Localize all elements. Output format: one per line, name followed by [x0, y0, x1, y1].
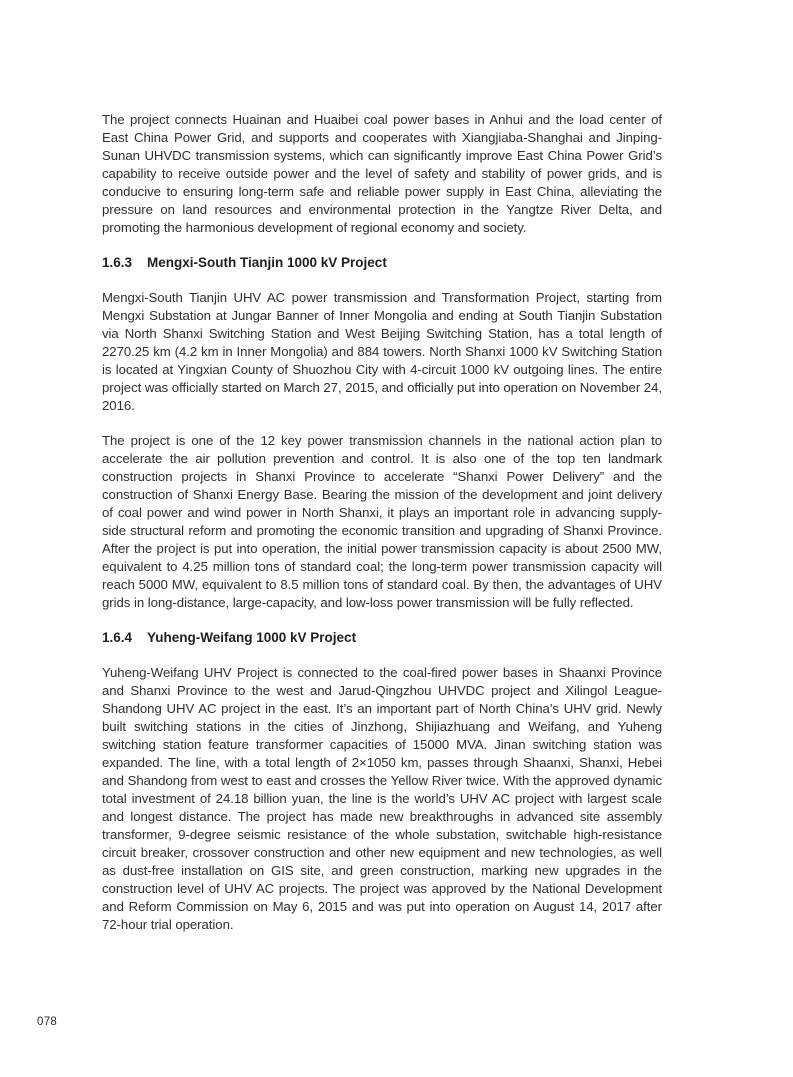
- section-title: Mengxi-South Tianjin 1000 kV Project: [147, 255, 387, 270]
- section-heading-1-6-4: [102, 629, 662, 647]
- body-paragraph: The project is one of the 12 key power transmission channels in the national action plan to accelerate the air pollution prevention and control. It is also one of the top ten landmark construction projects in Shanxi Province to accelerate “Shanxi Power Delivery” and the construction of Shanxi Energy Base. Bearing the mission of the development and joint delivery of coal power and wind power in North Shanxi, it plays an important role in advancing supply-side structural reform and promoting the economic transition and upgrading of Shanxi Province. After the project is put into operation, the initial power transmission capacity is about 2500 MW, equivalent to 4.25 million tons of standard coal; the long-term power transmission capacity will reach 5000 MW, equivalent to 8.5 million tons of standard coal. By then, the advantages of UHV grids in long-distance, large-capacity, and low-loss power transmission will be fully reflected.: [102, 433, 662, 610]
- intro-paragraph: The project connects Huainan and Huaibei coal power bases in Anhui and the load center of East China Power Grid, and supports and cooperates with Xiangjiaba-Shanghai and Jinping-Sunan UHVDC transmission systems, which can significantly improve East China Power Grid’s capability to receive outside power and the level of safety and stability of power grids, and is conducive to ensuring long-term safe and reliable power supply in East China, alleviating the pressure on land resources and environmental protection in the Yangtze River Delta, and promoting the harmonious development of regional economy and society.: [102, 112, 662, 235]
- body-paragraph: Yuheng-Weifang UHV Project is connected to the coal-fired power bases in Shaanxi Province and Shanxi Province to the west and Jarud-Qingzhou UHVDC project and Xilingol League-Shandong UHV AC project in the east. It’s an important part of North China’s UHV grid. Newly built switching stations in the cities of Jinzhong, Shijiazhuang and Weifang, and Yuheng switching station feature transformer capacities of 15000 MVA. Jinan switching station was expanded. The line, with a total length of 2×1050 km, passes through Shaanxi, Shanxi, Hebei and Shandong from west to east and crosses the Yellow River twice. With the approved dynamic total investment of 24.18 billion yuan, the line is the world’s UHV AC project with largest scale and longest distance. The project has made new breakthroughs in advanced site assembly transformer, 9-degree seismic resistance of the whole substation, switchable high-resistance circuit breaker, crossover construction and other new equipment and new technologies, as well as dust-free installation on GIS site, and green construction, marking new upgrades in the construction level of UHV AC projects. The project was approved by the National Development and Reform Commission on May 6, 2015 and was put into operation on August 14, 2017 after 72-hour trial operation.: [102, 665, 662, 932]
- section-heading-1-6-3: [102, 254, 662, 272]
- page-body: [102, 111, 662, 934]
- section-title: Yuheng-Weifang 1000 kV Project: [147, 630, 357, 645]
- body-paragraph: Mengxi-South Tianjin UHV AC power transmission and Transformation Project, starting from Mengxi Substation at Jungar Banner of Inner Mongolia and ending at South Tianjin Substation via North Shanxi Switching Station and West Beijing Switching Station, has a total length of 2270.25 km (4.2 km in Inner Mongolia) and 884 towers. North Shanxi 1000 kV Switching Station is located at Yingxian County of Shuozhou City with 4-circuit 1000 kV outgoing lines. The entire project was officially started on March 27, 2015, and officially put into operation on November 24, 2016.: [102, 290, 662, 413]
- section-number: 1.6.4: [102, 630, 133, 645]
- section-number: 1.6.3: [102, 255, 133, 270]
- page-number: 078: [37, 1016, 58, 1028]
